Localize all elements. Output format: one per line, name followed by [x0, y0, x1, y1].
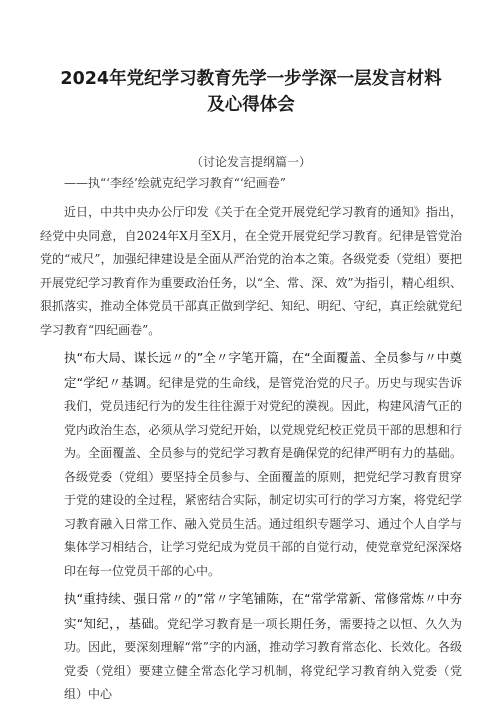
section-1-paragraph — [40, 346, 462, 583]
section-2-body: 党纪学习教育是一项长期任务，需要持之以恒、久久为功。因此，要深刻理解“常”字的内涵，推动学习教育常态化、长效化。各级党委（党组）要建立健全常态化学习机制，将党纪学习教育纳入党委（党组）中心 — [64, 616, 462, 701]
document-title: 2024年党纪学习教育先学一步学深一层发言材料及心得体会 — [60, 69, 442, 115]
section-1-heading: 执“布大局、谋长远〃的”全〃字笔开篇，在“全面覆盖、全员参与〃中奠定“学纪〃基调。 — [64, 350, 462, 390]
document-lead: ——执“‘李经’绘就克纪学习教育“‘纪画卷” — [64, 176, 286, 190]
intro-paragraph: 近日，中共中央办公厅印发《关于在全党开展党纪学习教育的通知》指出，经党中央同意，自2024年X月至X月，在全党开展党纪学习教育。纪律是管党治党的“戒尺”，加强纪律建设是全面从严治党的治本之策。各级党委（党组）要把开展党纪学习教育作为重要政治任务，以“全、常、深、效”为指引，精心组织、狠抓落实，推动全体党员干部真正做到学纪、知纪、明纪、守纪，真正绘就党纪学习教育“四纪画卷”。 — [40, 205, 462, 337]
section-2-heading: 执“重持续、强日常〃的”常〃字笔铺陈，在“常学常新、常修常炼〃中夯实“知纪，，基础。 — [64, 591, 462, 631]
section-1 — [40, 346, 462, 583]
section-1-body: 纪律是党的生命线，是管党治党的尺子。历史与现实告诉我们，党员违纪行为的发生往往源于对党纪的漠视。因此，构建风清气正的党内政治生态，必须从学习党纪开始，以党规党纪校正党员干部的思想和行为。全面覆盖、全员参与的党纪学习教育是确保党的纪律严明有力的基础。各级党委（党组）要坚持全员参与、全面覆盖的原则，把党纪学习教育贯穿于党的建设的全过程，紧密结合实际，制定切实可行的学习方案，将党纪学习教育融入日常工作、融入党员生活。通过组织专题学习、通过个人自学与集体学习相结合，让学习党纪成为党员干部的自觉行动，使党章党纪深深烙印在每一位党员干部的心中。 — [64, 375, 462, 578]
document-subtitle: （讨论发言提纲篇一） — [190, 155, 311, 169]
section-2 — [40, 587, 462, 707]
section-2-paragraph — [40, 587, 462, 707]
